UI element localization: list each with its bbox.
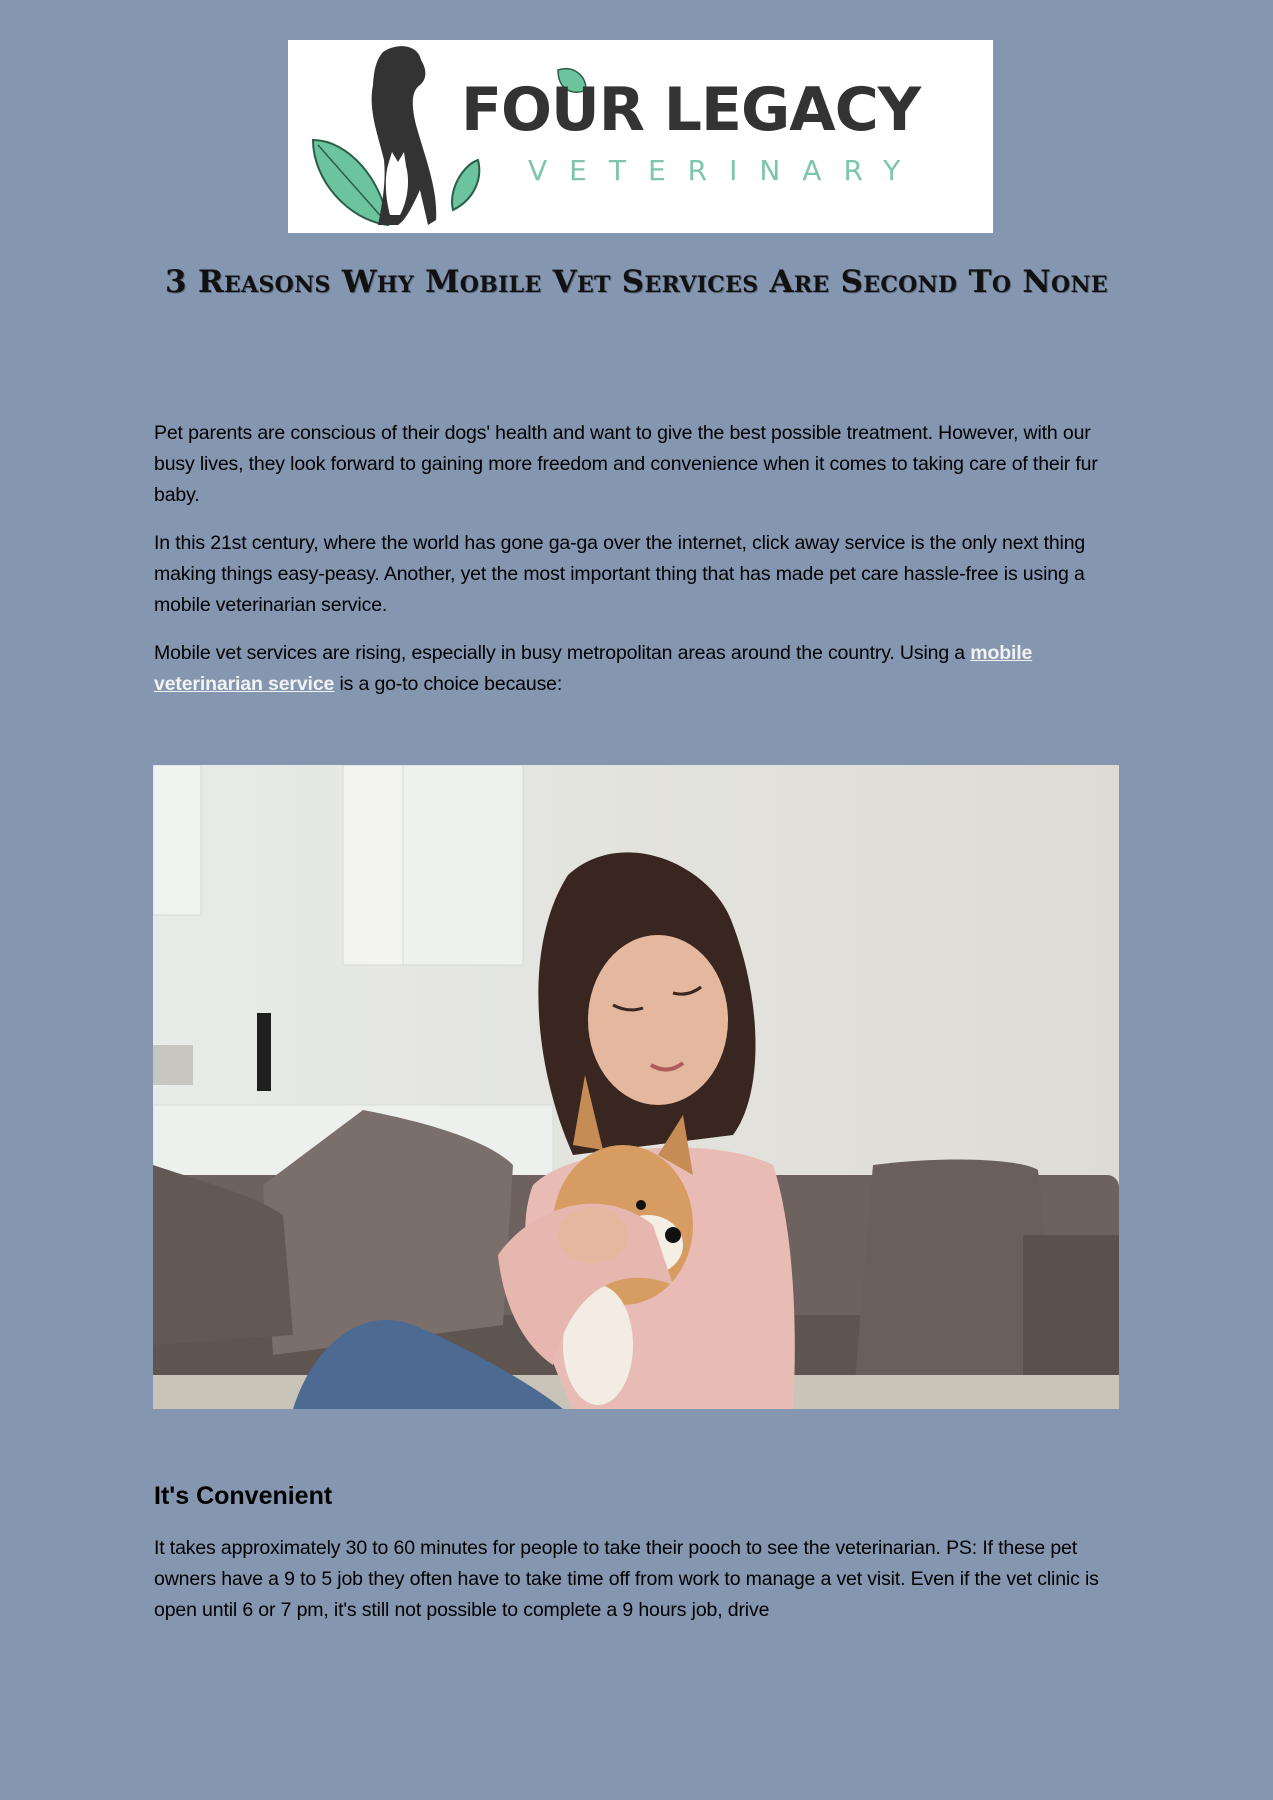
logo-brand-name: FOUR LEGACY [461,75,921,145]
paragraph-text: Mobile vet services are rising, especially in busy metropolitan areas around the country. Using a [154,642,971,664]
brand-logo [288,40,993,233]
intro-paragraph-1: Pet parents are conscious of their dogs' health and want to give the best possible treatment. However, with our busy lives, they look forward to gaining more freedom and convenience when it comes to taking care of their fur baby. [154,422,1098,506]
intro-paragraph-2: In this 21st century, where the world has gone ga-ga over the internet, click away service is the only next thing making things easy-peasy. Another, yet the most important thing that has made pet care hassle-free is using a mobile veterinarian service. [154,532,1086,616]
woman-hugging-corgi-image-icon [153,765,1119,1409]
article-title: 3 Reasons Why Mobile Vet Services Are Second To None [165,264,1108,300]
intro-paragraph-3 [154,638,1114,700]
paragraph-text: is a go-to choice because: [334,673,563,695]
mobile-vet-service-link[interactable]: mobile veterinarian service [154,642,1033,695]
section-paragraph: It takes approximately 30 to 60 minutes for people to take their pooch to see the veterinarian. PS: If these pet owners have a 9 to 5 job they often have to take time off from work to manage a vet visit. Even if the vet clinic is open until 6 or 7 pm, it's still not possible to complete a 9 hours job, drive [154,1537,1099,1621]
logo-brand-subtitle: VETERINARY [528,154,923,187]
section-heading: It's Convenient [154,1482,333,1510]
article-photo [153,765,1119,1409]
